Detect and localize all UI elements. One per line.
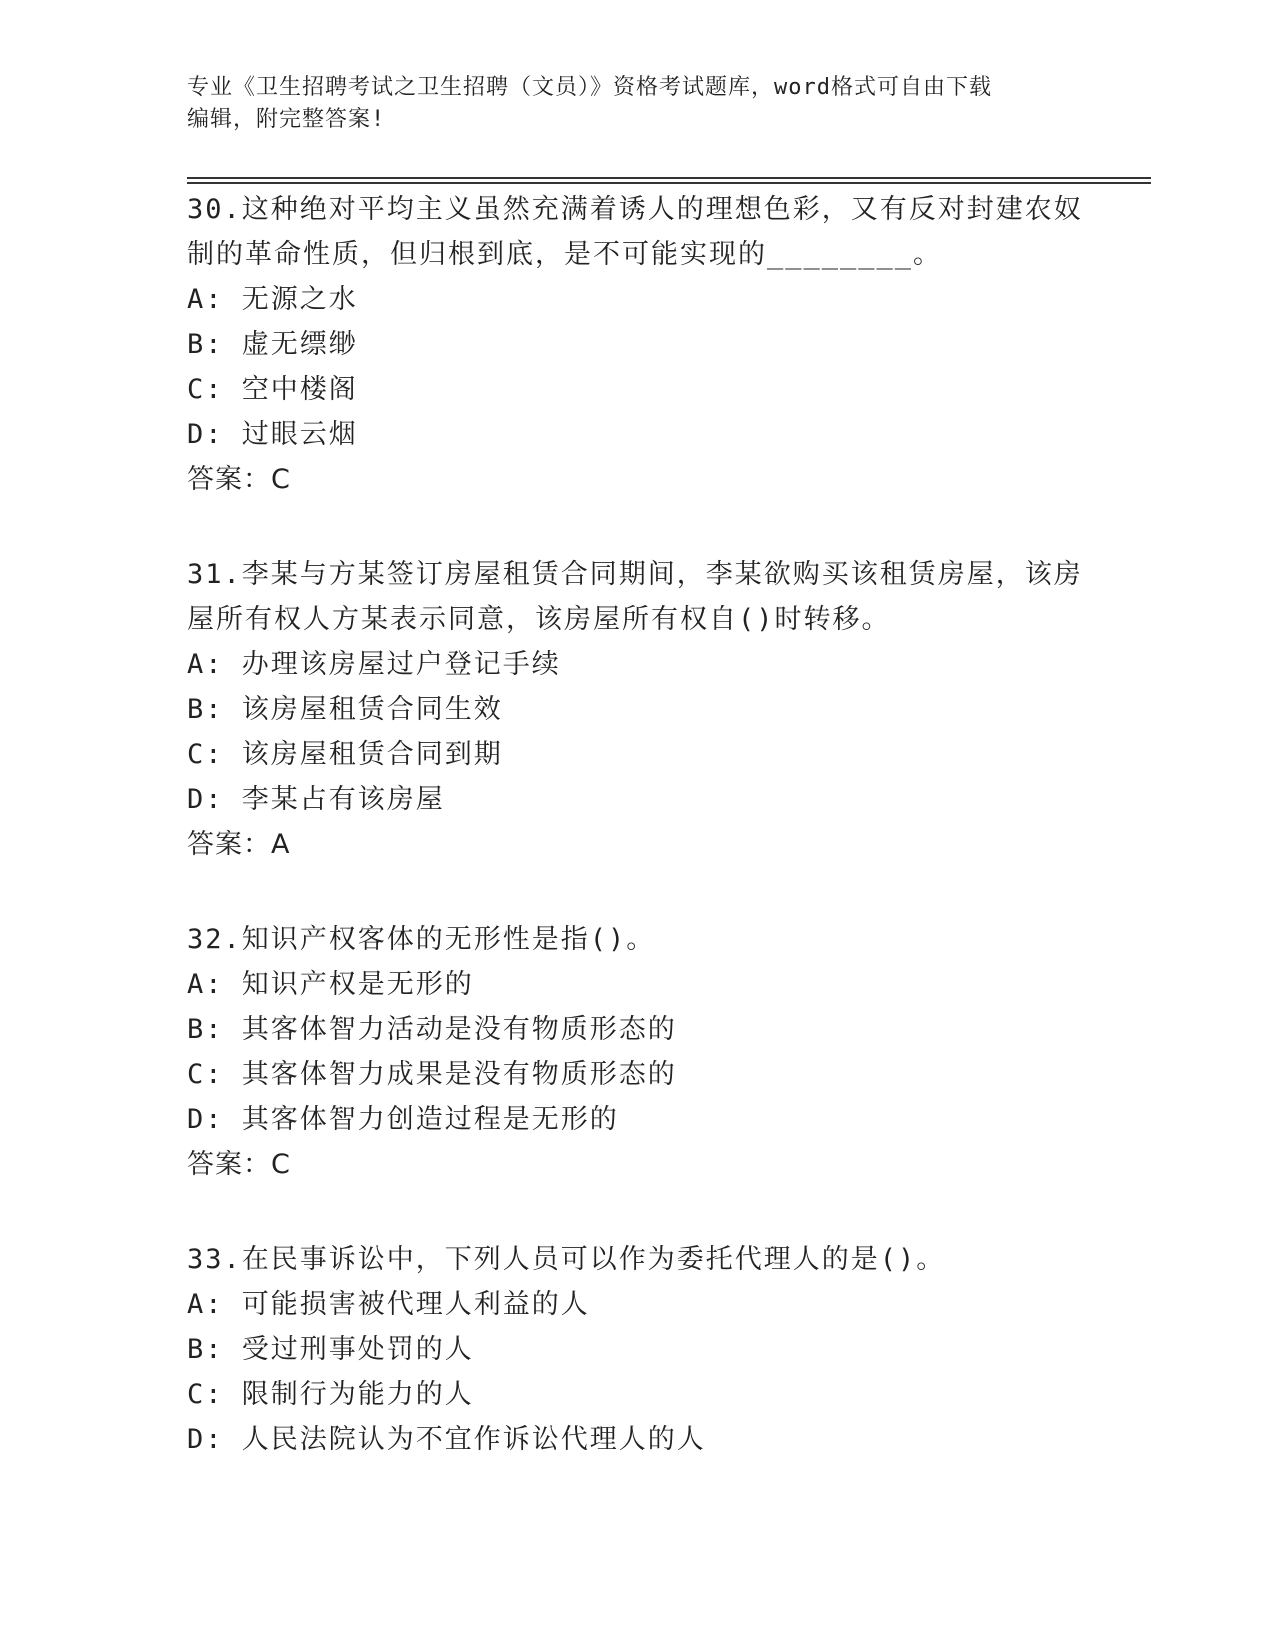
answer: 答案：A [187,829,291,860]
document-header [187,72,1087,136]
question-stem-line: 32.知识产权客体的无形性是指()。 [187,924,656,955]
question-stem-line: 33.在民事诉讼中，下列人员可以作为委托代理人的是()。 [187,1244,946,1275]
option-a: A: 可能损害被代理人利益的人 [187,1289,590,1320]
option-d: D: 人民法院认为不宜作诉讼代理人的人 [187,1424,706,1455]
option-b: B: 虚无缥缈 [187,329,358,360]
question-32 [187,917,1107,1187]
header-line-1: 专业《卫生招聘考试之卫生招聘（文员）》资格考试题库，word格式可自由下载 [187,75,992,100]
question-30 [187,187,1107,502]
option-d: D: 过眼云烟 [187,419,358,450]
option-c: C: 限制行为能力的人 [187,1379,474,1410]
header-divider-bottom [187,182,1151,184]
option-a: A: 办理该房屋过户登记手续 [187,649,561,680]
question-31 [187,552,1107,867]
option-d: D: 李某占有该房屋 [187,784,445,815]
option-b: B: 受过刑事处罚的人 [187,1334,474,1365]
option-b: B: 该房屋租赁合同生效 [187,694,503,725]
header-divider-top [187,177,1151,179]
question-stem-line: 屋所有权人方某表示同意，该房屋所有权自()时转移。 [187,604,891,635]
answer: 答案：C [187,464,291,495]
question-stem-line: 30.这种绝对平均主义虽然充满着诱人的理想色彩，又有反对封建农奴 [187,194,1083,225]
option-c: C: 其客体智力成果是没有物质形态的 [187,1059,677,1090]
option-d: D: 其客体智力创造过程是无形的 [187,1104,619,1135]
question-33 [187,1237,1107,1462]
question-stem-line: 31.李某与方某签订房屋租赁合同期间，李某欲购买该租赁房屋，该房 [187,559,1083,590]
question-stem-line: 制的革命性质，但归根到底，是不可能实现的________。 [187,239,943,270]
option-c: C: 该房屋租赁合同到期 [187,739,503,770]
header-line-2: 编辑，附完整答案! [187,107,386,132]
option-a: A: 无源之水 [187,284,358,315]
answer: 答案：C [187,1149,291,1180]
option-a: A: 知识产权是无形的 [187,969,474,1000]
option-c: C: 空中楼阁 [187,374,358,405]
option-b: B: 其客体智力活动是没有物质形态的 [187,1014,677,1045]
